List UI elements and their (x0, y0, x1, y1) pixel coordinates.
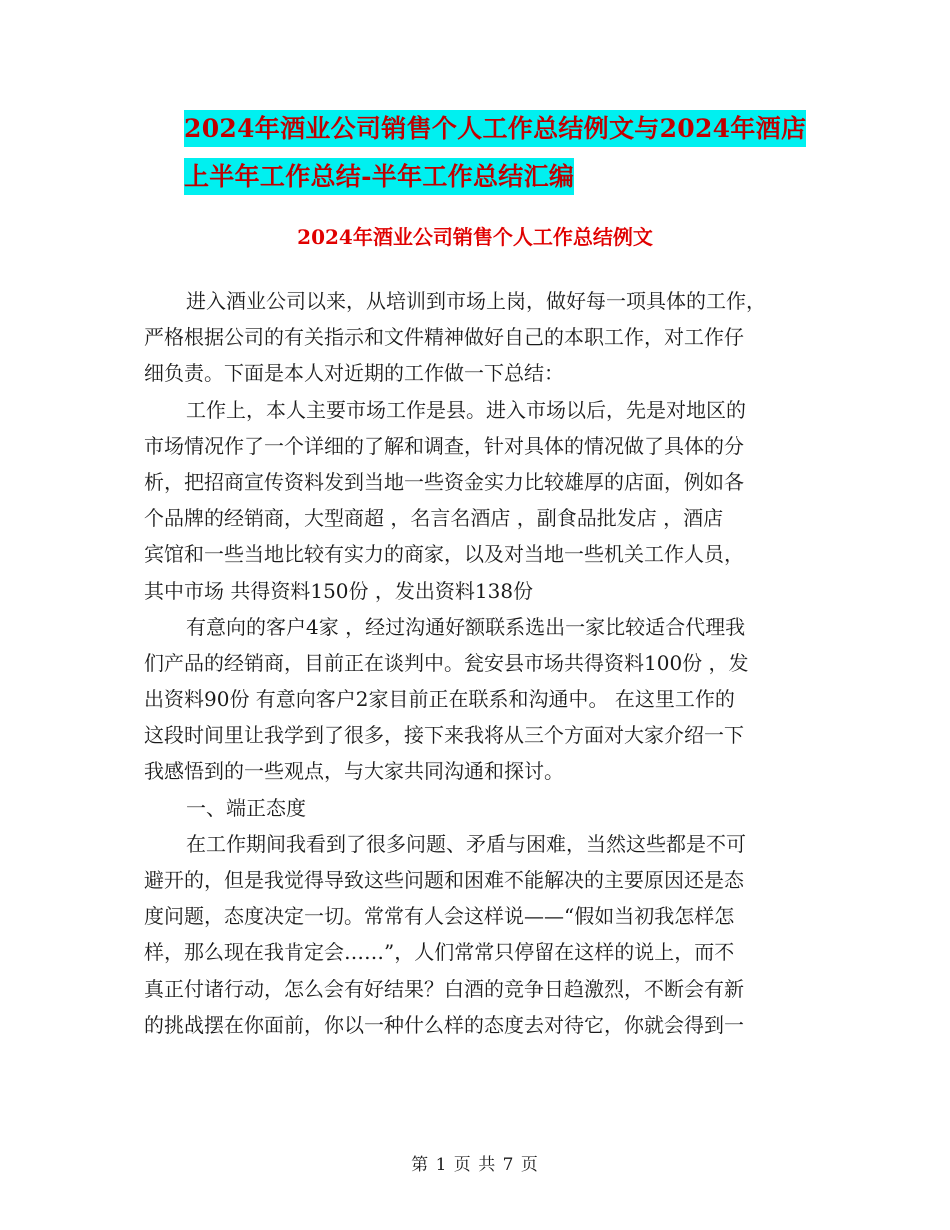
paragraph-line: 真正付诸行动，怎么会有好结果？白酒的竞争日趋激烈，不断会有新 (144, 976, 744, 1001)
paragraph-line: 样，那么现在我肯定会……”，人们常常只停留在这样的说上，而不 (144, 940, 735, 965)
paragraph-line: 出资料90份 有意向客户2家目前正在联系和沟通中。 在这里工作的 (144, 687, 735, 712)
body-text (144, 283, 806, 1043)
title-line-1: 2024年酒业公司销售个人工作总结例文与2024年酒店 (184, 110, 806, 147)
paragraph-line: 有意向的客户4家 ，经过沟通好额联系选出一家比较适合代理我 (186, 614, 746, 639)
paragraph-line: 进入酒业公司以来，从培训到市场上岗，做好每一项具体的工作， (186, 289, 766, 313)
paragraph-line: 的挑战摆在你面前，你以一种什么样的态度去对待它，你就会得到一 (144, 1012, 744, 1037)
paragraph-line: 个品牌的经销商，大型商超 ，名言名酒店 ，副食品批发店 ，酒店 (144, 506, 724, 531)
paragraph-line: 析，把招商宣传资料发到当地一些资金实力比较雄厚的店面，例如各 (144, 469, 744, 494)
page-footer: 第 1 页 共 7 页 (411, 1155, 539, 1175)
paragraph-line: 严格根据公司的有关指示和文件精神做好自己的本职工作，对工作仔 (144, 325, 744, 350)
title-line-2: 上半年工作总结-半年工作总结汇编 (184, 158, 574, 195)
paragraph-line: 在工作期间我看到了很多问题、矛盾与困难，当然这些都是不可 (186, 831, 746, 856)
paragraph-line: 宾馆和一些当地比较有实力的商家，以及对当地一些机关工作人员， (144, 542, 744, 567)
paragraph-line: 这段时间里让我学到了很多，接下来我将从三个方面对大家介绍一下 (144, 723, 744, 748)
section-heading: 2024年酒业公司销售个人工作总结例文 (297, 225, 653, 249)
subheading-line: 一、端正态度 (186, 795, 306, 820)
paragraph-line: 其中市场 共得资料150份 ，发出资料138份 (144, 578, 534, 603)
paragraph-line: 我感悟到的一些观点，与大家共同沟通和探讨。 (144, 759, 564, 784)
paragraph-line: 度问题，态度决定一切。常常有人会这样说——“假如当初我怎样怎 (144, 904, 735, 929)
paragraph-line: 避开的，但是我觉得导致这些问题和困难不能解决的主要原因还是态 (144, 868, 744, 892)
paragraph-line: 细负责。下面是本人对近期的工作做一下总结： (144, 361, 564, 386)
paragraph-line: 市场情况作了一个详细的了解和调查，针对具体的情况做了具体的分 (144, 433, 744, 458)
paragraph-line: 工作上，本人主要市场工作是县。进入市场以后，先是对地区的 (186, 397, 746, 422)
paragraph-line: 们产品的经销商，目前正在谈判中。瓮安县市场共得资料100份 ，发 (144, 650, 749, 675)
